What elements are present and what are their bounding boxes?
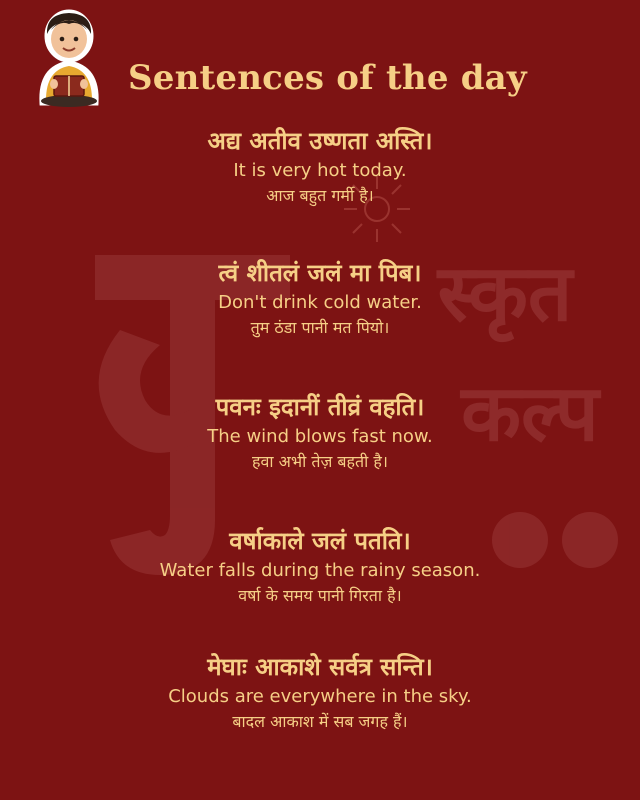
english-translation: It is very hot today. [233,160,407,181]
boy-reading-book-icon [34,8,104,108]
hindi-translation: तुम ठंडा पानी मत पियो। [250,318,390,337]
sanskrit-sentence: वर्षाकाले जलं पतति। [229,527,411,555]
sentence-block-1 [0,126,640,208]
watermark-line2: कल्प [461,369,599,459]
english-translation: Don't drink cold water. [218,292,422,313]
sanskrit-sentence: अद्य अतीव उष्णता अस्ति। [207,127,433,155]
sentence-block-3 [0,392,640,474]
hindi-translation: बादल आकाश में सब जगह हैं। [232,712,408,731]
sentence-block-2 [0,258,640,340]
english-translation: Clouds are everywhere in the sky. [168,686,472,707]
sanskrit-sentence: त्वं शीतलं जलं मा पिब। [218,259,422,287]
sentence-block-4 [0,526,640,608]
sanskrit-sentence: पवनः इदानीं तीव्रं वहति। [215,393,425,421]
sentence-block-5 [0,652,640,734]
page-title: Sentences of the day [128,58,527,98]
english-translation: The wind blows fast now. [207,426,433,447]
sanskrit-sentence: मेघाः आकाशे सर्वत्र सन्ति। [207,653,433,681]
hindi-translation: वर्षा के समय पानी गिरता है। [238,586,402,605]
english-translation: Water falls during the rainy season. [159,560,481,581]
watermark-line1: स्कृत [437,249,573,339]
hindi-translation: आज बहुत गर्मी है। [266,186,374,205]
hindi-translation: हवा अभी तेज़ बहती है। [252,452,388,471]
